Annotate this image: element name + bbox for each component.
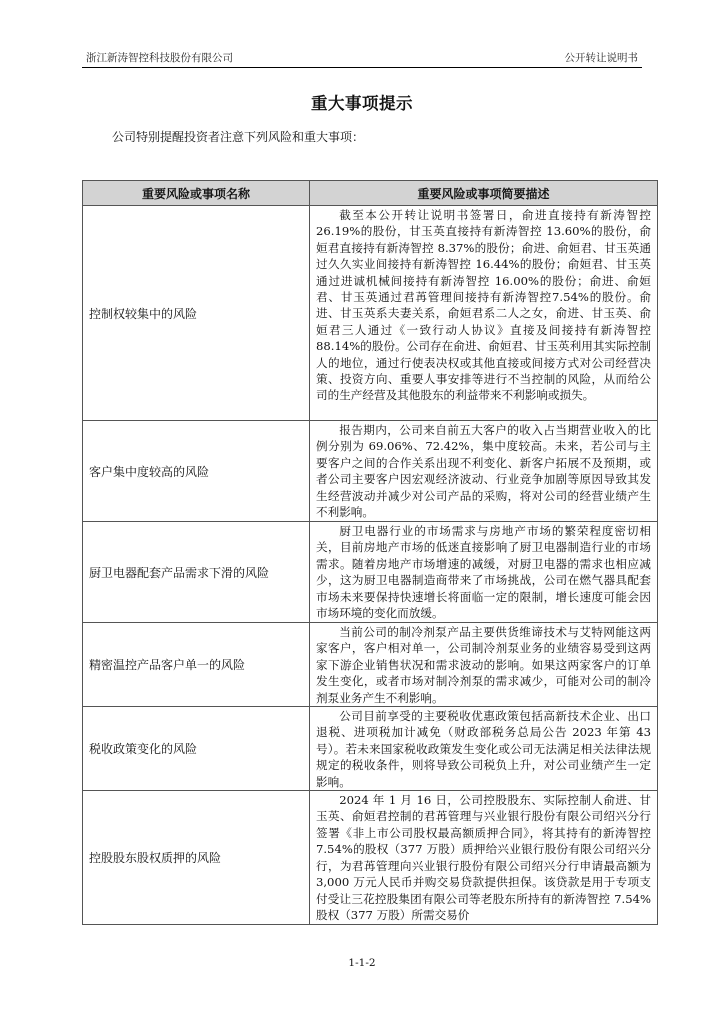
header-divider xyxy=(82,67,642,68)
table-row xyxy=(83,206,658,421)
risk-name: 控股股东股权质押的风险 xyxy=(83,791,310,925)
page-header xyxy=(82,50,642,66)
risk-table xyxy=(82,180,658,925)
page-number: 1-1-2 xyxy=(348,957,376,969)
intro-text: 公司特别提醒投资者注意下列风险和重大事项： xyxy=(112,130,365,144)
risk-description: 公司目前享受的主要税收优惠政策包括高新技术企业、出口退税、进项税加计减免（财政部税务总局公告 2023 年第 43 号）。若未来国家税收政策发生变化或公司无法满足相关法律法规规定的税收条件，则将导致公司税负上升，对公司业绩产生一定影响。 xyxy=(310,707,658,791)
risk-description: 厨卫电器行业的市场需求与房地产市场的繁荣程度密切相关，目前房地产市场的低迷直接影响了厨卫电器制造行业的市场需求。随着房地产市场增速的减缓，对厨卫电器的需求也相应减少，这为厨卫电器制造商带来了市场挑战，公司在燃气器具配套市场未来要保持快速增长将面临一定的限制，增长速度可能会因市场环境的变化而放缓。 xyxy=(310,522,658,623)
page-title: 重大事项提示 xyxy=(311,94,413,113)
table-header-row xyxy=(83,181,658,206)
risk-description: 2024 年 1 月 16 日，公司控股股东、实际控制人俞进、甘玉英、俞姮君控制的君苒管理与兴业银行股份有限公司绍兴分行签署《非上市公司股权最高额质押合同》，将其持有的新涛智控 7.54%的股权（377 万股）质押给兴业银行股份有限公司绍兴分行，为君苒管理向兴业银行股份有限公司绍兴分行申请最高额为 3,000 万元人民币并购交易贷款提供担保。该贷款是用于专项支付受让三花控股集团有限公司等老股东所持有的新涛智控 7.54%股权（377 万股）所需交易价 xyxy=(310,791,658,925)
table-row xyxy=(83,791,658,925)
risk-name: 精密温控产品客户单一的风险 xyxy=(83,623,310,707)
table-row xyxy=(83,421,658,522)
risk-description: 当前公司的制冷剂泵产品主要供货维谛技术与艾特网能这两家客户，客户相对单一，公司制冷剂泵业务的业绩容易受到这两家下游企业销售状况和需求波动的影响。如果这两家客户的订单发生变化，或者市场对制冷剂泵的需求减少，可能对公司的制冷剂泵业务产生不利影响。 xyxy=(310,623,658,707)
risk-name: 税收政策变化的风险 xyxy=(83,707,310,791)
table-row xyxy=(83,623,658,707)
risk-name: 控制权较集中的风险 xyxy=(83,206,310,421)
col-header-name: 重要风险或事项名称 xyxy=(83,181,310,206)
table-row xyxy=(83,522,658,623)
risk-description: 截至本公开转让说明书签署日，俞进直接持有新涛智控26.19%的股份，甘玉英直接持有新涛智控 13.60%的股份，俞姮君直接持有新涛智控 8.37%的股份；俞进、俞姮君、甘玉英通过久久实业间接持有新涛智控 16.44%的股份；俞姮君、甘玉英通过进诚机械间接持有新涛智控 16.00%的股份；俞进、俞姮君、甘玉英通过君苒管理间接持有新涛智控7.54%的股份。俞进、甘玉英系夫妻关系，俞姮君系二人之女，俞进、甘玉英、俞姮君三人通过《一致行动人协议》直接及间接持有新涛智控 88.14%的股份。公司存在俞进、俞姮君、甘玉英利用其实际控制人的地位，通过行使表决权或其他直接或间接方式对公司经营决策、投资方向、重要人事安排等进行不当控制的风险，从而给公司的生产经营及其他股东的利益带来不利影响或损失。 xyxy=(310,206,658,421)
risk-name: 厨卫电器配套产品需求下滑的风险 xyxy=(83,522,310,623)
table-row xyxy=(83,707,658,791)
risk-description: 报告期内，公司来自前五大客户的收入占当期营业收入的比例分别为 69.06%、72.42%，集中度较高。未来，若公司与主要客户之间的合作关系出现不利变化、新客户拓展不及预期，或者公司主要客户因宏观经济波动、行业竞争加剧等原因导致其发生经营波动并减少对公司产品的采购，将对公司的经营业绩产生不利影响。 xyxy=(310,421,658,522)
header-company: 浙江新涛智控科技股份有限公司 xyxy=(86,52,233,64)
header-doc-type: 公开转让说明书 xyxy=(564,52,638,64)
risk-name: 客户集中度较高的风险 xyxy=(83,421,310,522)
col-header-desc: 重要风险或事项简要描述 xyxy=(310,181,658,206)
